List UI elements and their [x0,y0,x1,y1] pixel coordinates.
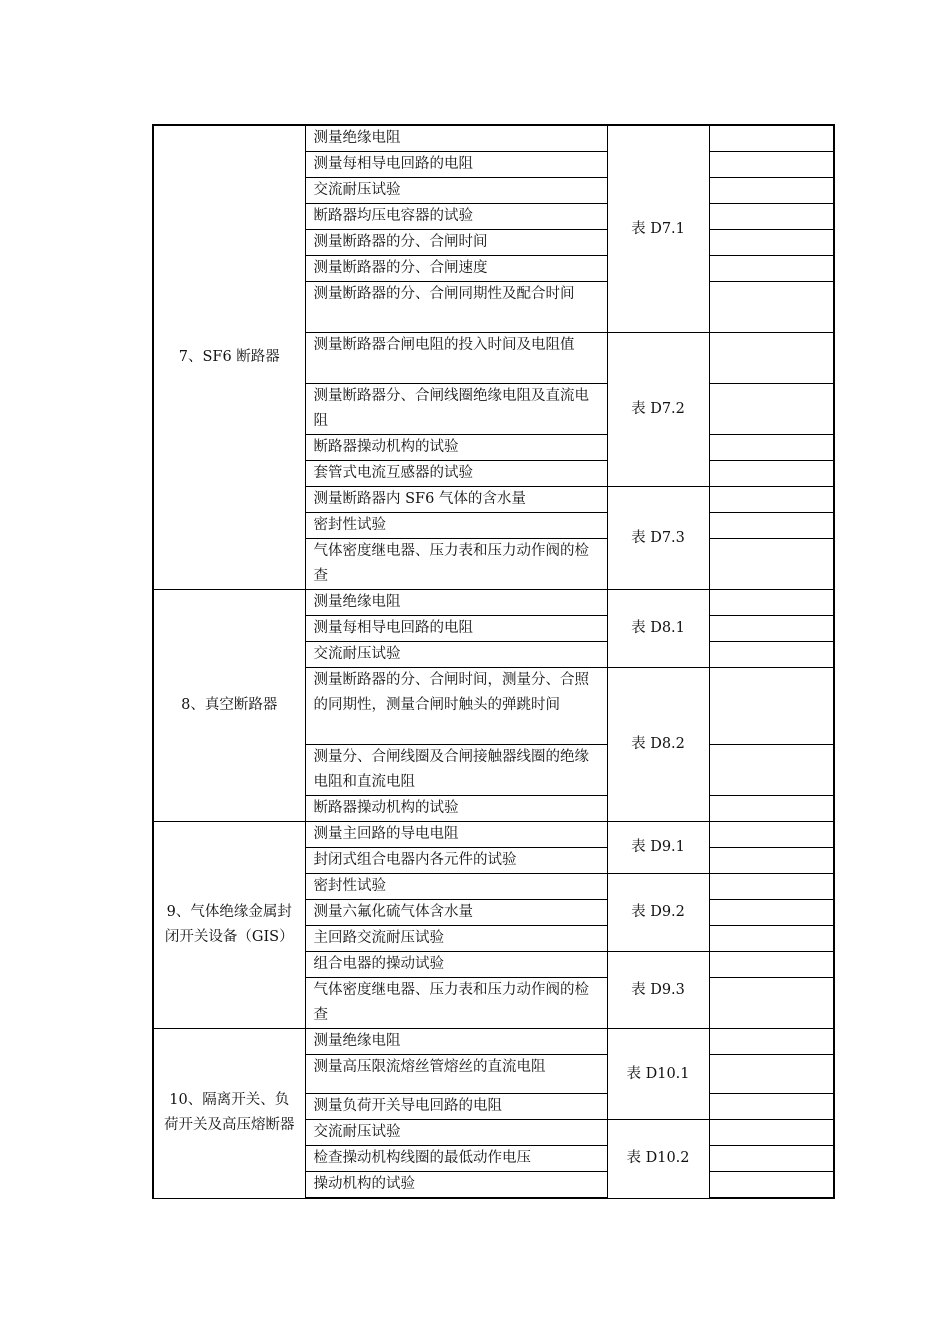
test-item-cell: 测量每相导电回路的电阻 [305,152,607,178]
blank-entry-cell[interactable] [709,1094,834,1120]
test-item-cell: 测量负荷开关导电回路的电阻 [305,1094,607,1120]
test-item-cell: 测量每相导电回路的电阻 [305,616,607,642]
test-item-cell: 测量断路器的分、合闸同期性及配合时间 [305,282,607,333]
form-reference-cell: 表 D7.1 [607,125,709,333]
test-item-cell: 测量绝缘电阻 [305,590,607,616]
test-item-cell: 测量六氟化硫气体含水量 [305,900,607,926]
test-item-cell: 测量断路器分、合闸线圈绝缘电阻及直流电阻 [305,384,607,435]
category-cell: 9、气体绝缘金属封闭开关设备（GIS） [153,822,305,1029]
form-reference-cell: 表 D7.3 [607,487,709,590]
test-item-cell: 测量主回路的导电电阻 [305,822,607,848]
blank-entry-cell[interactable] [709,152,834,178]
blank-entry-cell[interactable] [709,668,834,745]
test-item-cell: 断路器操动机构的试验 [305,796,607,822]
blank-entry-cell[interactable] [709,282,834,333]
blank-entry-cell[interactable] [709,435,834,461]
blank-entry-cell[interactable] [709,1120,834,1146]
test-item-cell: 测量分、合闸线圈及合闸接触器线圈的绝缘电阻和直流电阻 [305,745,607,796]
blank-entry-cell[interactable] [709,978,834,1029]
form-reference-cell: 表 D8.1 [607,590,709,668]
blank-entry-cell[interactable] [709,125,834,152]
blank-entry-cell[interactable] [709,822,834,848]
test-item-cell: 断路器均压电容器的试验 [305,204,607,230]
test-item-cell: 组合电器的操动试验 [305,952,607,978]
blank-entry-cell[interactable] [709,487,834,513]
blank-entry-cell[interactable] [709,256,834,282]
form-reference-cell: 表 D9.3 [607,952,709,1029]
blank-entry-cell[interactable] [709,384,834,435]
test-item-cell: 检查操动机构线圈的最低动作电压 [305,1146,607,1172]
blank-entry-cell[interactable] [709,333,834,384]
test-item-cell: 操动机构的试验 [305,1172,607,1199]
blank-entry-cell[interactable] [709,745,834,796]
test-item-cell: 交流耐压试验 [305,1120,607,1146]
test-item-cell: 封闭式组合电器内各元件的试验 [305,848,607,874]
test-item-cell: 交流耐压试验 [305,178,607,204]
blank-entry-cell[interactable] [709,952,834,978]
blank-entry-cell[interactable] [709,513,834,539]
test-item-cell: 套管式电流互感器的试验 [305,461,607,487]
form-reference-cell: 表 D10.1 [607,1029,709,1120]
blank-entry-cell[interactable] [709,539,834,590]
table-row [153,1029,834,1055]
test-item-cell: 密封性试验 [305,513,607,539]
blank-entry-cell[interactable] [709,926,834,952]
blank-entry-cell[interactable] [709,230,834,256]
blank-entry-cell[interactable] [709,204,834,230]
test-item-cell: 测量高压限流熔丝管熔丝的直流电阻 [305,1055,607,1094]
blank-entry-cell[interactable] [709,848,834,874]
test-item-cell: 测量绝缘电阻 [305,1029,607,1055]
category-cell: 8、真空断路器 [153,590,305,822]
blank-entry-cell[interactable] [709,642,834,668]
test-item-cell: 测量断路器的分、合闸时间，测量分、合照的同期性，测量合闸时触头的弹跳时间 [305,668,607,745]
category-cell: 7、SF6 断路器 [153,125,305,590]
test-item-cell: 测量断路器合闸电阻的投入时间及电阻值 [305,333,607,384]
test-item-cell: 测量断路器的分、合闸速度 [305,256,607,282]
form-reference-cell: 表 D7.2 [607,333,709,487]
blank-entry-cell[interactable] [709,461,834,487]
test-item-cell: 测量断路器内 SF6 气体的含水量 [305,487,607,513]
blank-entry-cell[interactable] [709,874,834,900]
category-cell: 10、隔离开关、负荷开关及高压熔断器 [153,1029,305,1199]
blank-entry-cell[interactable] [709,1055,834,1094]
blank-entry-cell[interactable] [709,1146,834,1172]
blank-entry-cell[interactable] [709,590,834,616]
test-item-cell: 测量绝缘电阻 [305,125,607,152]
blank-entry-cell[interactable] [709,616,834,642]
form-reference-cell: 表 D8.2 [607,668,709,822]
table-row [153,590,834,616]
table-row [153,125,834,152]
test-item-cell: 气体密度继电器、压力表和压力动作阀的检查 [305,539,607,590]
blank-entry-cell[interactable] [709,178,834,204]
test-items-table [152,124,835,1199]
blank-entry-cell[interactable] [709,900,834,926]
form-reference-cell: 表 D9.1 [607,822,709,874]
test-item-cell: 测量断路器的分、合闸时间 [305,230,607,256]
test-item-cell: 交流耐压试验 [305,642,607,668]
blank-entry-cell[interactable] [709,1172,834,1199]
test-item-cell: 主回路交流耐压试验 [305,926,607,952]
form-reference-cell: 表 D9.2 [607,874,709,952]
form-reference-cell: 表 D10.2 [607,1120,709,1199]
test-item-cell: 气体密度继电器、压力表和压力动作阀的检查 [305,978,607,1029]
blank-entry-cell[interactable] [709,1029,834,1055]
test-item-cell: 断路器操动机构的试验 [305,435,607,461]
table-row [153,822,834,848]
test-item-cell: 密封性试验 [305,874,607,900]
blank-entry-cell[interactable] [709,796,834,822]
